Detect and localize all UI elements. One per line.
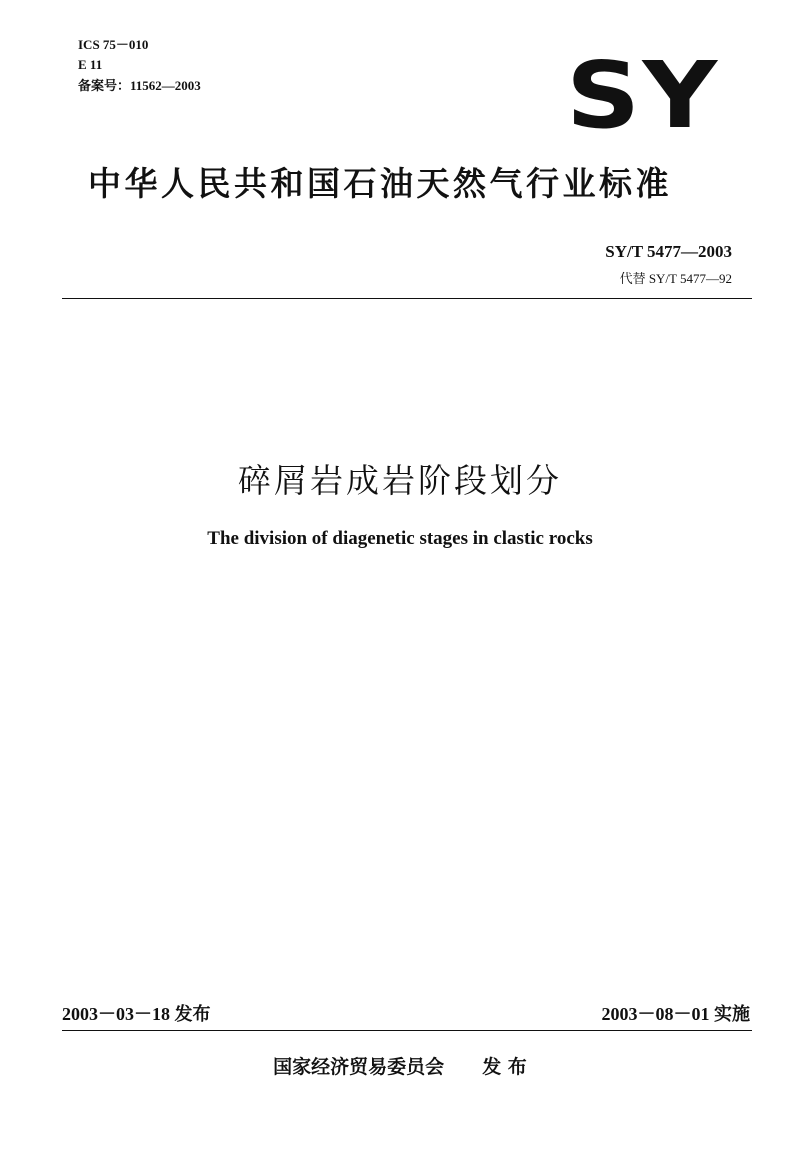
standard-code: SY/T 5477—2003: [605, 242, 732, 261]
replaces-note: 代替 SY/T 5477—92: [619, 271, 732, 286]
publisher-name: 国家经济贸易委员会: [273, 1056, 445, 1078]
publisher-action: 发 布: [482, 1056, 527, 1078]
document-title-cn: 碎屑岩成岩阶段划分: [238, 461, 562, 500]
sy-logo: SY: [566, 42, 720, 149]
header-divider: [62, 298, 752, 299]
document-title-en: The division of diagenetic stages in clastic rocks: [207, 528, 593, 549]
standard-category-title: 中华人民共和国石油天然气行业标准: [88, 164, 672, 203]
effective-date: 2003－08－01 实施: [601, 1004, 750, 1024]
classification-code: E 11: [78, 57, 103, 72]
footer-divider: [62, 1030, 752, 1031]
record-number: 备案号：11562—2003: [78, 78, 201, 93]
ics-code: ICS 75－010: [78, 37, 149, 52]
issue-date: 2003－03－18 发布: [62, 1004, 211, 1024]
publisher-line: [0, 1052, 800, 1079]
